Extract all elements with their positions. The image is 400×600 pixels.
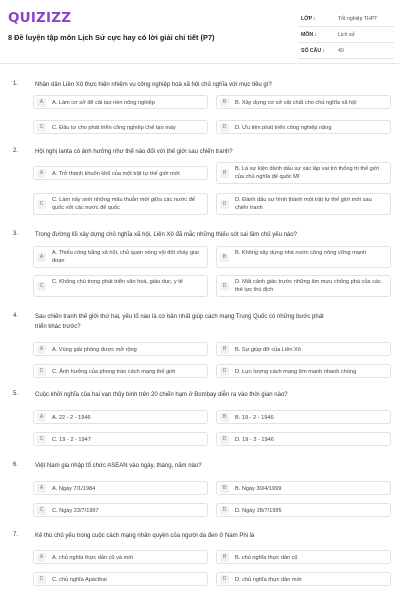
- question-text: Trong đường lối xây dựng chủ nghĩa xã hội, Liên Xô đã mắc những thiếu sót sai lầm chủ yếu nào?: [35, 232, 297, 238]
- option-d[interactable]: [216, 432, 391, 446]
- option-text: D. Ưu tiên phát triển công nghiệp nặng: [235, 125, 332, 131]
- option-text: A. chủ nghĩa thực dân cũ và mới: [52, 555, 134, 561]
- option-b[interactable]: [216, 342, 391, 356]
- option-letter: C: [37, 200, 46, 209]
- option-text: A. 22 - 2 - 1946: [52, 415, 91, 421]
- option-text: D. 19 - 3 - 1946: [235, 437, 274, 443]
- option-letter: D: [220, 123, 229, 132]
- option-b[interactable]: [216, 95, 391, 109]
- option-c[interactable]: [33, 193, 208, 215]
- option-b[interactable]: [216, 410, 391, 424]
- question-number: 2.: [13, 148, 19, 154]
- option-c[interactable]: [33, 120, 208, 134]
- option-letter: B: [220, 553, 229, 562]
- option-letter: B: [220, 484, 229, 493]
- option-text: A. Thiếu công bằng xã hội, chủ quan nóng vội đốt cháy giai đoạn: [52, 250, 199, 264]
- option-text: C. Ảnh hưởng của phong trào cách mạng thế giới: [52, 369, 176, 375]
- option-a[interactable]: [33, 410, 208, 424]
- option-text: C. Làm nảy sinh những mâu thuẫn mới giữa các nước đế quốc với các nước đế quốc: [52, 197, 195, 211]
- option-a[interactable]: [33, 95, 208, 109]
- question-text: Cuộc khởi nghĩa của hai vạn thủy binh trên 20 chiến hạm ở Bombay diễn ra vào thời gian nào?: [35, 392, 288, 398]
- page-title: 8 Đề luyện tập môn Lịch Sử cực hay có lời giải chi tiết (P7): [8, 33, 215, 42]
- option-text: A. Ngày 7/1/1984: [52, 486, 96, 492]
- option-a[interactable]: [33, 246, 208, 268]
- header: [0, 0, 400, 64]
- option-letter: A: [37, 484, 46, 493]
- meta-key: SỐ CÂU :: [301, 48, 325, 54]
- option-text: B. chủ nghĩa thực dân cũ: [235, 555, 298, 561]
- option-a[interactable]: [33, 550, 208, 564]
- question-number: 4.: [13, 313, 19, 319]
- meta-value: 40: [338, 48, 344, 54]
- option-letter: D: [220, 435, 229, 444]
- option-letter: A: [37, 413, 46, 422]
- option-letter: D: [220, 575, 229, 584]
- option-b[interactable]: [216, 246, 391, 268]
- option-letter: D: [220, 367, 229, 376]
- question-text: Kẻ thù chủ yếu trong cuộc cách mạng nhân quyền của người da đen ở Nam Phi là: [35, 533, 255, 539]
- option-letter: C: [37, 506, 46, 515]
- option-d[interactable]: [216, 364, 391, 378]
- meta-row-class: [298, 11, 394, 27]
- question-text: Sau chiến tranh thế giới thứ hai, yếu tố nào là cơ bản nhất giúp cách mạng Trung Quốc có những bước phát triển khác trước?: [35, 314, 324, 330]
- option-b[interactable]: [216, 550, 391, 564]
- option-b[interactable]: [216, 481, 391, 495]
- option-letter: A: [37, 345, 46, 354]
- option-text: B. Sự giúp đỡ của Liên Xô: [235, 347, 301, 353]
- option-letter: C: [37, 367, 46, 376]
- option-letter: C: [37, 123, 46, 132]
- question-number: 6.: [13, 462, 19, 468]
- option-letter: C: [37, 575, 46, 584]
- option-c[interactable]: [33, 572, 208, 586]
- option-letter: B: [220, 98, 229, 107]
- quizizz-logo[interactable]: QUIZIZZ: [8, 10, 72, 26]
- option-c[interactable]: [33, 432, 208, 446]
- option-d[interactable]: [216, 275, 391, 297]
- option-a[interactable]: [33, 481, 208, 495]
- option-text: A. Trở thành khuôn khổ của một trật tự thế giới mới: [52, 171, 180, 177]
- meta-table: [298, 11, 394, 59]
- option-text: D. Mất cảnh giác trước những âm mưu chống phá của các thế lực thù địch: [235, 279, 381, 293]
- option-text: A. Làm cơ sở để cải tạo nền nông nghiệp: [52, 100, 155, 106]
- meta-key: MÔN :: [301, 32, 317, 38]
- option-letter: B: [220, 413, 229, 422]
- question-number: 5.: [13, 391, 19, 397]
- option-text: C. 19 - 2 - 1947: [52, 437, 91, 443]
- question-text: Việt Nam gia nhập tổ chức ASEAN vào ngày, tháng, năm nào?: [35, 463, 202, 469]
- option-text: C. Không chú trọng phát triển văn hoá, giáo dục, y tế: [52, 279, 183, 285]
- meta-key: LỚP :: [301, 16, 316, 22]
- option-text: B. Xây dựng cơ sở vật chất cho chủ nghĩa xã hội: [235, 100, 357, 106]
- option-c[interactable]: [33, 503, 208, 517]
- option-letter: B: [220, 345, 229, 354]
- option-text: A. Vùng giải phóng được mở rộng: [52, 347, 137, 353]
- option-letter: D: [220, 506, 229, 515]
- option-letter: D: [220, 282, 229, 291]
- option-letter: A: [37, 553, 46, 562]
- option-letter: D: [220, 200, 229, 209]
- option-text: D. Ngày 28/7/1995: [235, 508, 282, 514]
- option-letter: A: [37, 98, 46, 107]
- option-c[interactable]: [33, 275, 208, 297]
- question-text: Nhân dân Liên Xô thực hiện nhiệm vụ công nghiệp hoá xã hội chủ nghĩa với mục tiêu gì?: [35, 82, 272, 88]
- option-text: B. Ngày 30/4/1999: [235, 486, 282, 492]
- option-d[interactable]: [216, 572, 391, 586]
- option-text: D. Lực lượng cách mạng lớn mạnh nhanh chóng: [235, 369, 357, 375]
- question-text: Hội nghị Ianta có ảnh hưởng như thế nào đối với thế giới sau chiến tranh?: [35, 149, 233, 155]
- option-b[interactable]: [216, 162, 391, 184]
- option-letter: A: [37, 253, 46, 262]
- meta-value: Lịch sử: [338, 32, 356, 38]
- question-number: 7.: [13, 532, 19, 538]
- option-text: B. 19 - 2 - 1946: [235, 415, 274, 421]
- option-text: C. Ngày 23/7/1997: [52, 508, 99, 514]
- meta-row-subject: [298, 27, 394, 43]
- meta-row-count: [298, 43, 394, 59]
- question-number: 3.: [13, 231, 19, 237]
- meta-value: Tốt nghiệp THPT: [338, 16, 378, 22]
- question-number: 1.: [13, 81, 19, 87]
- option-text: B. Là sự kiện đánh dấu sự xác lập vai trò thống trị thế giới của chủ nghĩa đế quốc Mĩ: [235, 166, 379, 180]
- option-letter: C: [37, 282, 46, 291]
- option-letter: B: [220, 253, 229, 262]
- option-letter: A: [37, 169, 46, 178]
- option-text: B. Không xây dựng nhà nước công nông vững mạnh: [235, 250, 367, 256]
- option-letter: C: [37, 435, 46, 444]
- option-a[interactable]: [33, 166, 208, 180]
- option-text: D. chủ nghĩa thực dân mới: [235, 577, 302, 583]
- option-text: D. Đánh dấu sự hình thành một trật tự thế giới mới sau chiến tranh: [235, 197, 372, 211]
- option-text: C. Đầu tư cho phát triển công nghiệp chế tạo máy: [52, 125, 176, 131]
- option-c[interactable]: [33, 364, 208, 378]
- option-letter: B: [220, 169, 229, 178]
- option-text: C. chủ nghĩa Apácthai: [52, 577, 107, 583]
- option-d[interactable]: [216, 193, 391, 215]
- option-d[interactable]: [216, 503, 391, 517]
- option-d[interactable]: [216, 120, 391, 134]
- option-a[interactable]: [33, 342, 208, 356]
